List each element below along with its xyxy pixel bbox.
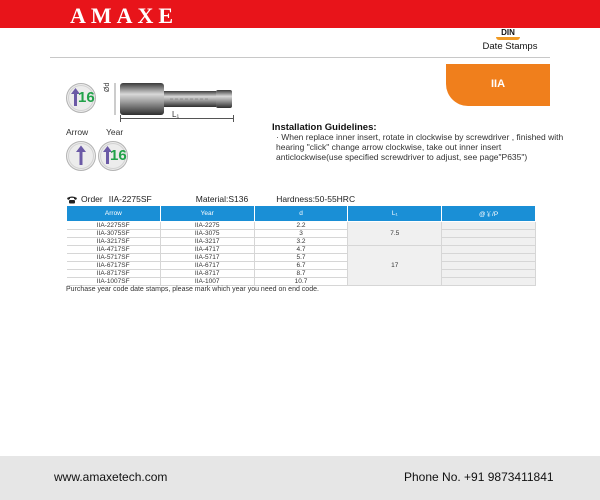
cell-arrow: IIA-2275SF	[67, 222, 161, 230]
cell-l1: 17	[348, 246, 442, 286]
table-row	[67, 270, 536, 278]
din-badge: DIN	[494, 29, 522, 40]
cell-year: IIA-5717	[160, 254, 254, 262]
cell-arrow: IIA-4717SF	[67, 246, 161, 254]
column-header-price: @￥/P	[442, 206, 536, 222]
cell-d: 3	[254, 230, 348, 238]
table-row	[67, 246, 536, 254]
arrow-stamp-icon	[66, 141, 96, 171]
table-row	[67, 230, 536, 238]
table-header-row	[67, 206, 536, 222]
table-row	[67, 238, 536, 246]
year-stamp-icon	[98, 141, 128, 171]
column-header-year: Year	[160, 206, 254, 222]
cell-arrow: IIA-5717SF	[67, 254, 161, 262]
date-stamp-face-icon	[66, 83, 96, 113]
phone-number[interactable]: Phone No. +91 9873411841	[404, 470, 554, 484]
cell-year: IIA-1007	[160, 278, 254, 286]
column-header-l1: L₁	[348, 206, 442, 222]
brand-logo[interactable]: AMAXE	[70, 3, 179, 28]
cell-price	[442, 270, 536, 278]
table-row	[67, 222, 536, 230]
cell-d: 3.2	[254, 238, 348, 246]
order-code: IIA-2275SF	[108, 194, 152, 204]
cell-price	[442, 238, 536, 246]
cell-arrow: IIA-1007SF	[67, 278, 161, 286]
divider	[50, 57, 550, 58]
year-legend-label: Year	[106, 127, 124, 137]
order-label: Order	[81, 194, 103, 204]
table-row	[67, 262, 536, 270]
column-header-d: d	[254, 206, 348, 222]
cell-arrow: IIA-8717SF	[67, 270, 161, 278]
cell-price	[442, 262, 536, 270]
cell-year: IIA-3217	[160, 238, 254, 246]
cell-year: IIA-3075	[160, 230, 254, 238]
arrow-legend-label: Arrow	[66, 127, 89, 137]
cell-arrow: IIA-3217SF	[67, 238, 161, 246]
cell-d: 5.7	[254, 254, 348, 262]
length-label: L₁	[172, 110, 180, 119]
spec-table	[66, 205, 536, 286]
cell-year: IIA-8717	[160, 270, 254, 278]
cell-arrow: IIA-3075SF	[67, 230, 161, 238]
phone-icon	[66, 196, 78, 204]
cell-price	[442, 246, 536, 254]
cell-year: IIA-4717	[160, 246, 254, 254]
year-stamp-number: 16	[110, 147, 127, 164]
cell-price	[442, 278, 536, 286]
header-bar	[0, 0, 600, 28]
stamp-number: 16	[78, 89, 95, 106]
cell-year: IIA-6717	[160, 262, 254, 270]
cell-price	[442, 230, 536, 238]
cell-d: 10.7	[254, 278, 348, 286]
arrow-icon	[66, 141, 96, 171]
product-tab	[446, 64, 550, 106]
column-header-arrow: Arrow	[67, 206, 161, 222]
material: Material:S136	[195, 194, 249, 204]
cell-d: 6.7	[254, 262, 348, 270]
cell-year: IIA-2275	[160, 222, 254, 230]
website-link[interactable]: www.amaxetech.com	[54, 470, 168, 484]
diameter-label: Ød	[104, 82, 111, 92]
table-row	[67, 278, 536, 286]
cell-arrow: IIA-6717SF	[67, 262, 161, 270]
cell-d: 4.7	[254, 246, 348, 254]
category-title: Date Stamps	[482, 41, 538, 52]
product-code: IIA	[490, 78, 506, 90]
installation-title: Installation Guidelines:	[272, 122, 377, 133]
cell-d: 2.2	[254, 222, 348, 230]
order-info	[66, 194, 355, 204]
purchase-note: Purchase year code date stamps, please mark which year you need on end code.	[66, 286, 319, 293]
hardness: Hardness:50-55HRC	[276, 194, 356, 204]
installation-text: · When replace inner insert, rotate in clockwise by screwdriver , finished with hearing "click" change arrow clockwise, take out inner insert anticlockwise(use specified screwdriver to adjust, see page"P635")	[276, 132, 564, 162]
cell-l1: 7.5	[348, 222, 442, 246]
table-row	[67, 254, 536, 262]
cell-price	[442, 254, 536, 262]
cell-price	[442, 222, 536, 230]
footer-bar	[0, 456, 600, 500]
cell-d: 8.7	[254, 270, 348, 278]
